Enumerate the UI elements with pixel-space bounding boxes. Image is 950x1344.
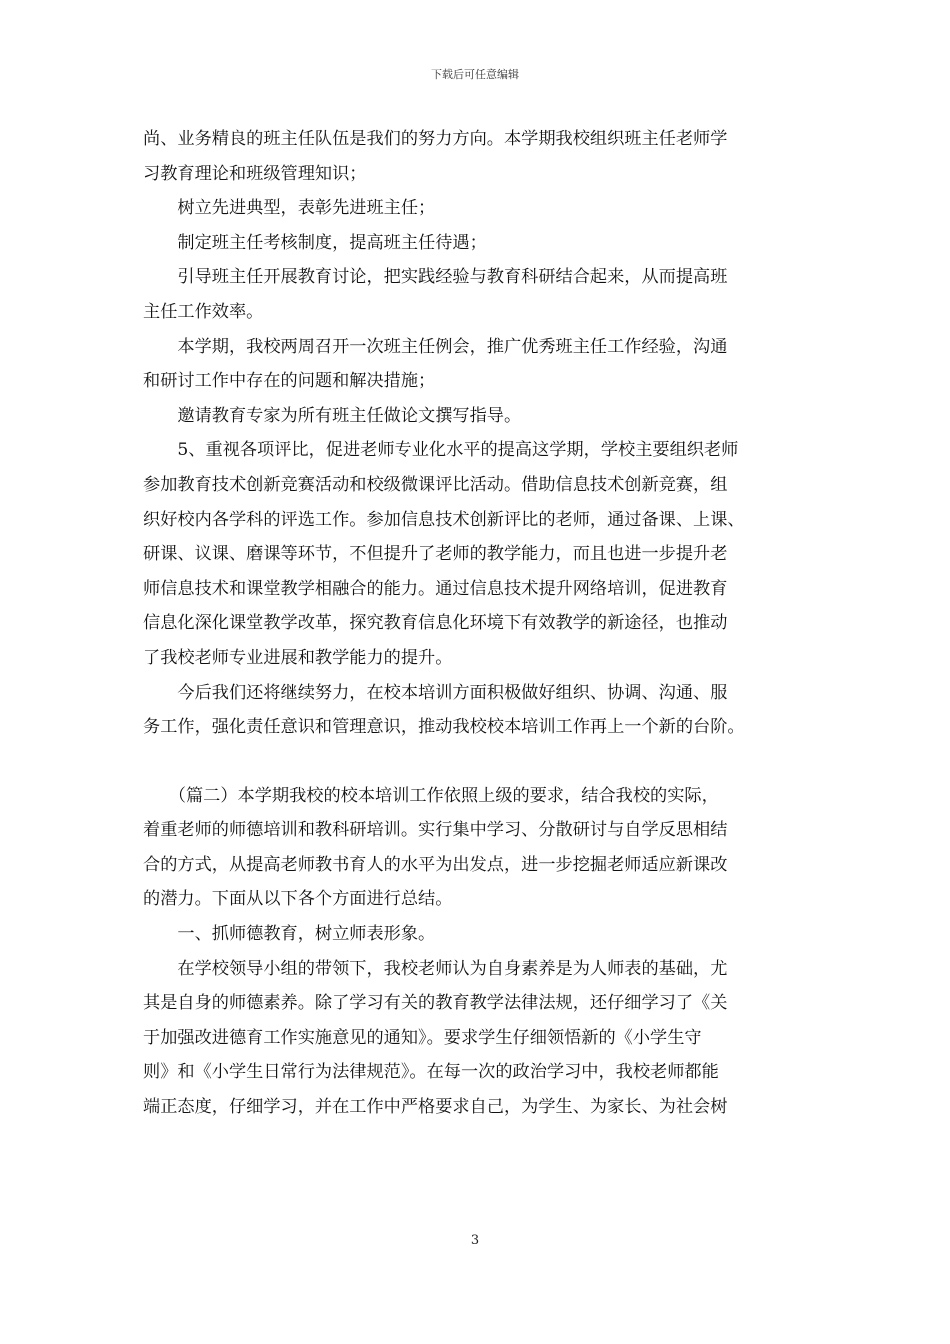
text-line: 织好校内各学科的评选工作。参加信息技术创新评比的老师，通过备课、上课、 [143,509,745,530]
page-header: 下载后可任意编辑 [431,68,519,81]
text-line: 邀请教育专家为所有班主任做论文撰写指导。 [143,405,522,426]
text-line: 则》和《小学生日常行为法律规范》。在每一次的政治学习中，我校老师都能 [143,1062,719,1083]
text-line: 今后我们还将继续努力，在校本培训方面积极做好组织、协调、沟通、服 [143,682,728,703]
section-two [143,779,815,1125]
text-line: 信息化深化课堂教学改革，探究教育信息化环境下有效教学的新途径，也推动 [143,613,728,634]
document-body [143,122,815,1125]
text-line: （篇二）本学期我校的校本培训工作依照上级的要求，结合我校的实际， [143,785,719,806]
text-line: 参加教育技术创新竞赛活动和校级微课评比活动。借助信息技术创新竞赛，组 [143,474,728,495]
text-line: 于加强改进德育工作实施意见的通知》。要求学生仔细领悟新的《小学生守 [143,1027,702,1048]
text-line: 端正态度，仔细学习，并在工作中严格要求自己，为学生、为家长、为社会树 [143,1097,728,1118]
section-one [143,122,815,745]
text-line: 主任工作效率。 [143,301,264,322]
text-line: 和研讨工作中存在的问题和解决措施； [143,371,436,392]
text-line: 研课、议课、磨课等环节，不但提升了老师的教学能力，而且也进一步提升老 [143,544,728,565]
text-line: 着重老师的师德培训和教科研培训。实行集中学习、分散研讨与自学反思相结 [143,820,728,841]
text-line: 合的方式，从提高老师教书育人的水平为出发点，进一步挖掘老师适应新课改 [143,854,728,875]
text-line: 本学期，我校两周召开一次班主任例会，推广优秀班主任工作经验，沟通 [143,336,728,357]
text-line: 的潜力。下面从以下各个方面进行总结。 [143,889,453,910]
text-line: 引导班主任开展教育讨论，把实践经验与教育科研结合起来，从而提高班 [143,267,728,288]
text-line: 了我校老师专业进展和教学能力的提升。 [143,647,453,668]
text-line: 其是自身的师德素养。除了学习有关的教育教学法律法规，还仔细学习了《关 [143,993,728,1014]
text-line: 务工作，强化责任意识和管理意识，推动我校校本培训工作再上一个新的台阶。 [143,717,745,738]
text-line: 一、抓师德教育，树立师表形象。 [143,924,436,945]
text-line: 在学校领导小组的带领下，我校老师认为自身素养是为人师表的基础，尤 [143,958,728,979]
text-line: 树立先进典型，表彰先进班主任； [143,198,436,219]
text-line: 习教育理论和班级管理知识； [143,163,367,184]
text-line: 师信息技术和课堂教学相融合的能力。通过信息技术提升网络培训，促进教育 [143,578,728,599]
text-line: 尚、业务精良的班主任队伍是我们的努力方向。本学期我校组织班主任老师学 [143,129,728,149]
text-line: 制定班主任考核制度，提高班主任待遇； [143,232,487,253]
page-number: 3 [470,1233,480,1248]
text-line: 5、重视各项评比，促进老师专业化水平的提高这学期，学校主要组织老师 [143,440,739,461]
section-gap [143,745,815,779]
